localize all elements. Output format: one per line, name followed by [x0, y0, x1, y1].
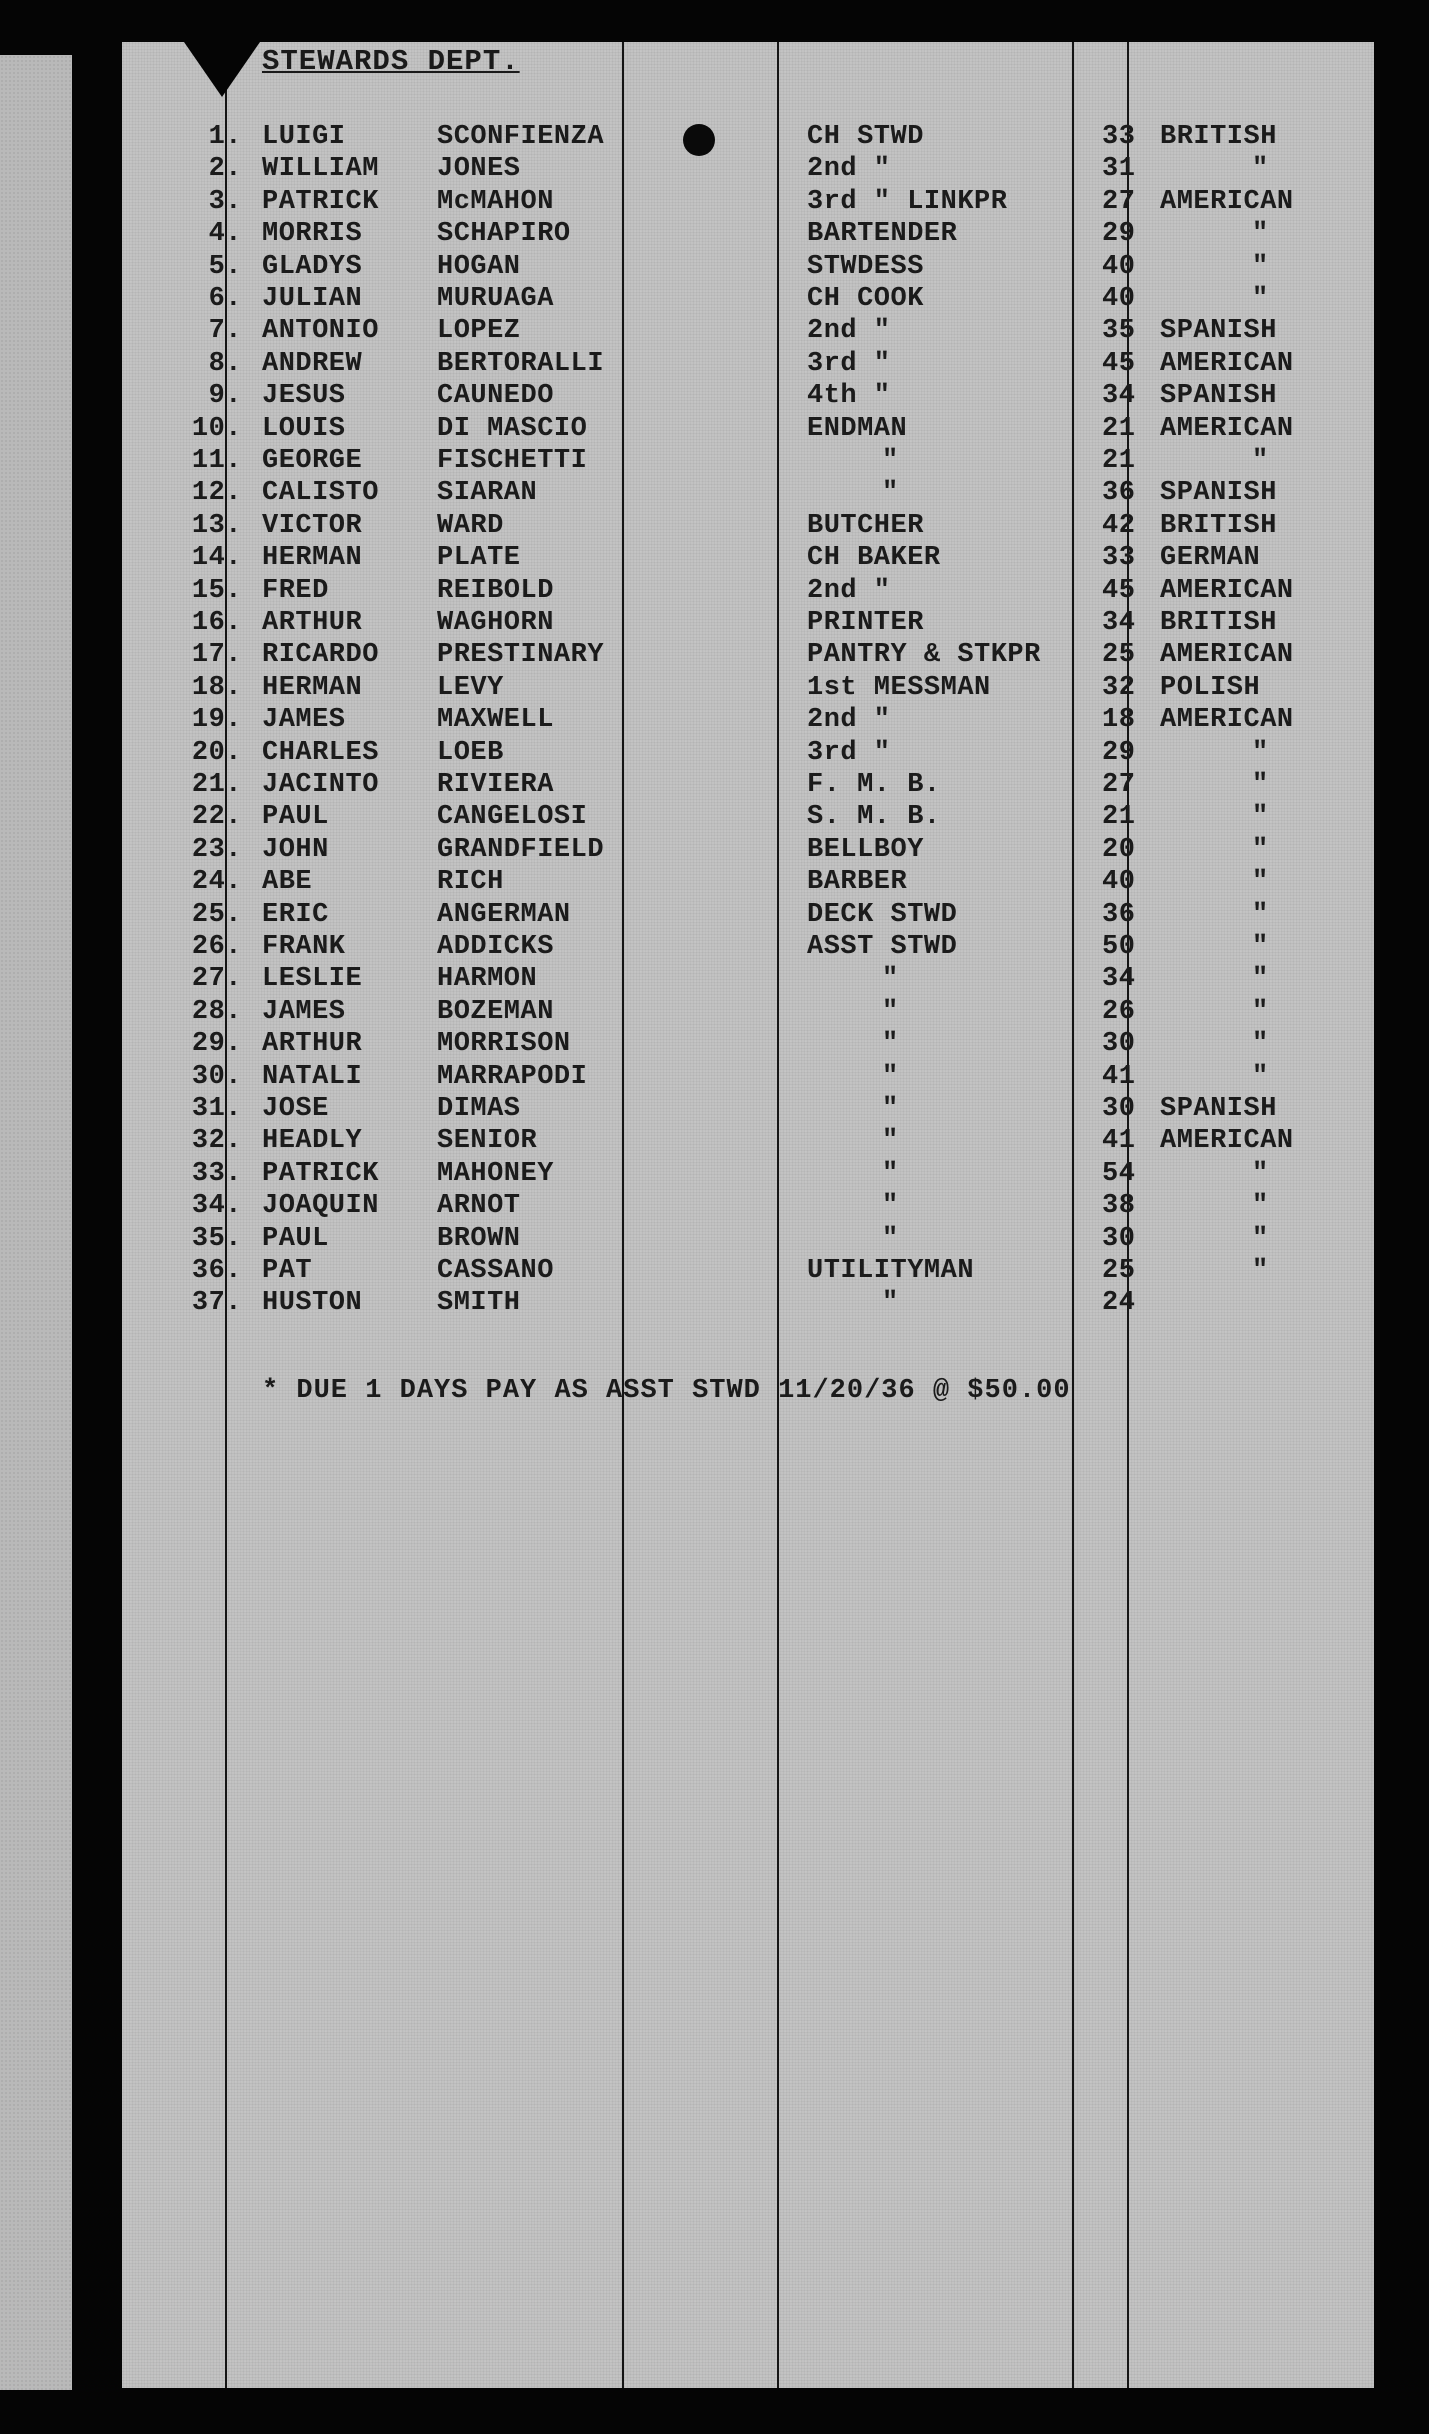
age: 42 [1102, 510, 1136, 541]
first-name: ANDREW [262, 348, 363, 379]
crew-row [122, 414, 1362, 446]
last-name: HOGAN [437, 251, 521, 282]
crew-number: 21. [191, 770, 242, 800]
crew-row [122, 1029, 1362, 1061]
crew-number: 29. [191, 1029, 242, 1060]
crew-number: 2. [208, 154, 242, 185]
last-name: WARD [437, 510, 504, 541]
nationality: AMERICAN [1160, 348, 1294, 379]
first-name: HEADLY [262, 1126, 363, 1157]
rating: " [882, 478, 899, 509]
crew-number: 33. [191, 1158, 242, 1189]
crew-row [122, 900, 1362, 932]
age: 21 [1102, 413, 1136, 444]
nationality: BRITISH [1160, 608, 1277, 638]
crew-row [122, 673, 1362, 705]
nationality: BRITISH [1160, 122, 1277, 152]
crew-number: 16. [191, 608, 242, 638]
rating: 2nd " [807, 154, 891, 185]
rating: 2nd " [807, 705, 891, 736]
last-name: CASSANO [437, 1256, 554, 1286]
last-name: ARNOT [437, 1191, 521, 1222]
rating: " [882, 964, 899, 995]
last-name: SMITH [437, 1288, 521, 1319]
first-name: JOAQUIN [262, 1191, 379, 1222]
rating: " [882, 1158, 899, 1189]
first-name: FRED [262, 575, 329, 606]
age: 27 [1102, 186, 1136, 217]
crew-row [122, 640, 1362, 672]
last-name: RICH [437, 867, 504, 898]
crew-number: 32. [191, 1126, 242, 1157]
crew-row [122, 1159, 1362, 1191]
nationality: AMERICAN [1160, 413, 1294, 444]
crew-row [122, 154, 1362, 186]
crew-row [122, 997, 1362, 1029]
nationality: AMERICAN [1160, 705, 1294, 736]
nationality: " [1252, 737, 1269, 768]
crew-number: 4. [208, 219, 242, 250]
age: 32 [1102, 672, 1136, 703]
first-name: NATALI [262, 1061, 363, 1092]
crew-number: 24. [191, 867, 242, 898]
nationality: AMERICAN [1160, 640, 1294, 671]
age: 20 [1102, 834, 1136, 865]
first-name: FRANK [262, 932, 346, 962]
age: 36 [1102, 899, 1136, 930]
first-name: LOUIS [262, 413, 346, 444]
crew-number: 18. [191, 672, 242, 703]
last-name: CAUNEDO [437, 381, 554, 412]
nationality: " [1252, 284, 1269, 314]
crew-number: 14. [191, 543, 242, 574]
first-name: MORRIS [262, 219, 363, 250]
last-name: RIVIERA [437, 770, 554, 800]
age: 30 [1102, 1223, 1136, 1254]
rating: " [882, 1094, 899, 1124]
nationality: " [1252, 219, 1269, 250]
age: 31 [1102, 154, 1136, 185]
crew-row [122, 543, 1362, 575]
last-name: SCONFIENZA [437, 122, 605, 152]
nationality: " [1252, 834, 1269, 865]
crew-number: 15. [191, 575, 242, 606]
crew-row [122, 932, 1362, 964]
nationality: AMERICAN [1160, 575, 1294, 606]
rating: " [882, 996, 899, 1027]
first-name: JACINTO [262, 770, 379, 800]
last-name: LOPEZ [437, 316, 521, 347]
rating: CH BAKER [807, 543, 941, 574]
age: 50 [1102, 932, 1136, 962]
age: 34 [1102, 964, 1136, 995]
crew-row [122, 608, 1362, 640]
rating: " [882, 1288, 899, 1319]
nationality: " [1252, 899, 1269, 930]
first-name: CHARLES [262, 737, 379, 768]
rating: CH STWD [807, 122, 924, 152]
age: 34 [1102, 608, 1136, 638]
rating: CH COOK [807, 284, 924, 314]
first-name: JOHN [262, 834, 329, 865]
first-name: JAMES [262, 996, 346, 1027]
first-name: LESLIE [262, 964, 363, 995]
age: 29 [1102, 737, 1136, 768]
crew-number: 9. [208, 381, 242, 412]
nationality: " [1252, 932, 1269, 962]
crew-row [122, 964, 1362, 996]
crew-number: 34. [191, 1191, 242, 1222]
nationality: " [1252, 867, 1269, 898]
crew-number: 3. [208, 186, 242, 217]
age: 45 [1102, 348, 1136, 379]
last-name: HARMON [437, 964, 538, 995]
nationality: " [1252, 154, 1269, 185]
nationality: POLISH [1160, 672, 1261, 703]
first-name: LUIGI [262, 122, 346, 152]
crew-list-sheet [122, 42, 1374, 2388]
adjacent-page-edge [0, 55, 72, 2390]
age: 18 [1102, 705, 1136, 736]
crew-row [122, 122, 1362, 154]
crew-row [122, 511, 1362, 543]
crew-row [122, 284, 1362, 316]
age: 24 [1102, 1288, 1136, 1319]
age: 25 [1102, 1256, 1136, 1286]
crew-number: 31. [191, 1094, 242, 1124]
age: 26 [1102, 996, 1136, 1027]
nationality: " [1252, 1061, 1269, 1092]
first-name: JULIAN [262, 284, 363, 314]
first-name: HUSTON [262, 1288, 363, 1319]
department-header: STEWARDS DEPT. [262, 45, 520, 78]
rating: 3rd " [807, 348, 891, 379]
rating: PANTRY & STKPR [807, 640, 1041, 671]
age: 25 [1102, 640, 1136, 671]
crew-number: 10. [191, 413, 242, 444]
crew-number: 5. [208, 251, 242, 282]
crew-row [122, 1256, 1362, 1288]
last-name: ADDICKS [437, 932, 554, 962]
rating: S. M. B. [807, 802, 941, 833]
rating: 1st MESSMAN [807, 672, 991, 703]
age: 33 [1102, 122, 1136, 152]
rating: ENDMAN [807, 413, 908, 444]
crew-number: 37. [191, 1288, 242, 1319]
nationality: " [1252, 1256, 1269, 1286]
nationality: AMERICAN [1160, 1126, 1294, 1157]
age: 41 [1102, 1061, 1136, 1092]
last-name: JONES [437, 154, 521, 185]
crew-row [122, 867, 1362, 899]
rating: BUTCHER [807, 510, 924, 541]
crew-number: 26. [191, 932, 242, 962]
crew-row [122, 219, 1362, 251]
crew-number: 25. [191, 899, 242, 930]
last-name: FISCHETTI [437, 446, 588, 476]
first-name: JAMES [262, 705, 346, 736]
last-name: BROWN [437, 1223, 521, 1254]
last-name: MAXWELL [437, 705, 554, 736]
first-name: JESUS [262, 381, 346, 412]
last-name: MORRISON [437, 1029, 571, 1060]
age: 29 [1102, 219, 1136, 250]
crew-row [122, 1062, 1362, 1094]
last-name: BERTORALLI [437, 348, 605, 379]
last-name: LEVY [437, 672, 504, 703]
crew-number: 17. [191, 640, 242, 671]
crew-row [122, 187, 1362, 219]
rating: BARTENDER [807, 219, 958, 250]
nationality: BRITISH [1160, 510, 1277, 541]
rating: 2nd " [807, 316, 891, 347]
nationality: AMERICAN [1160, 186, 1294, 217]
last-name: SENIOR [437, 1126, 538, 1157]
rating: STWDESS [807, 251, 924, 282]
last-name: MAHONEY [437, 1158, 554, 1189]
crew-number: 6. [208, 284, 242, 314]
crew-row [122, 705, 1362, 737]
crew-number: 13. [191, 510, 242, 541]
rating: UTILITYMAN [807, 1256, 975, 1286]
nationality: " [1252, 1029, 1269, 1060]
first-name: HERMAN [262, 543, 363, 574]
nationality: GERMAN [1160, 543, 1261, 574]
first-name: ANTONIO [262, 316, 379, 347]
rating: 2nd " [807, 575, 891, 606]
rating: " [882, 1191, 899, 1222]
rating: " [882, 1061, 899, 1092]
crew-row [122, 252, 1362, 284]
crew-number: 36. [191, 1256, 242, 1286]
nationality: " [1252, 802, 1269, 833]
nationality: " [1252, 1158, 1269, 1189]
first-name: GEORGE [262, 446, 363, 476]
last-name: WAGHORN [437, 608, 554, 638]
age: 21 [1102, 802, 1136, 833]
crew-row [122, 478, 1362, 510]
age: 36 [1102, 478, 1136, 509]
last-name: SIARAN [437, 478, 538, 509]
rating: ASST STWD [807, 932, 958, 962]
crew-row [122, 1224, 1362, 1256]
first-name: ARTHUR [262, 1029, 363, 1060]
age: 30 [1102, 1094, 1136, 1124]
nationality: SPANISH [1160, 381, 1277, 412]
first-name: HERMAN [262, 672, 363, 703]
crew-number: 11. [191, 446, 242, 476]
crew-row [122, 349, 1362, 381]
last-name: McMAHON [437, 186, 554, 217]
crew-row [122, 835, 1362, 867]
last-name: LOEB [437, 737, 504, 768]
nationality: " [1252, 1223, 1269, 1254]
last-name: MARRAPODI [437, 1061, 588, 1092]
torn-corner [184, 42, 260, 97]
age: 34 [1102, 381, 1136, 412]
age: 38 [1102, 1191, 1136, 1222]
crew-number: 1. [208, 122, 242, 152]
last-name: PLATE [437, 543, 521, 574]
age: 40 [1102, 867, 1136, 898]
crew-number: 28. [191, 996, 242, 1027]
rating: " [882, 1029, 899, 1060]
age: 21 [1102, 446, 1136, 476]
rating: BARBER [807, 867, 908, 898]
first-name: RICARDO [262, 640, 379, 671]
last-name: BOZEMAN [437, 996, 554, 1027]
rating: PRINTER [807, 608, 924, 638]
age: 33 [1102, 543, 1136, 574]
crew-number: 7. [208, 316, 242, 347]
age: 54 [1102, 1158, 1136, 1189]
age: 27 [1102, 770, 1136, 800]
last-name: SCHAPIRO [437, 219, 571, 250]
age: 35 [1102, 316, 1136, 347]
first-name: PAT [262, 1256, 313, 1286]
crew-row [122, 576, 1362, 608]
rating: 4th " [807, 381, 891, 412]
rating: DECK STWD [807, 899, 958, 930]
first-name: CALISTO [262, 478, 379, 509]
nationality: " [1252, 964, 1269, 995]
crew-number: 20. [191, 737, 242, 768]
nationality: " [1252, 251, 1269, 282]
first-name: ABE [262, 867, 313, 898]
crew-row [122, 1288, 1362, 1320]
first-name: PATRICK [262, 186, 379, 217]
age: 40 [1102, 284, 1136, 314]
crew-row [122, 738, 1362, 770]
pay-footnote: * DUE 1 DAYS PAY AS ASST STWD 11/20/36 @ $50.00 [262, 1376, 1071, 1406]
crew-number: 12. [191, 478, 242, 509]
first-name: PATRICK [262, 1158, 379, 1189]
crew-number: 23. [191, 834, 242, 865]
rating: F. M. B. [807, 770, 941, 800]
last-name: REIBOLD [437, 575, 554, 606]
rating: 3rd " [807, 737, 891, 768]
last-name: DI MASCIO [437, 413, 588, 444]
crew-number: 22. [191, 802, 242, 833]
age: 40 [1102, 251, 1136, 282]
rating: " [882, 1126, 899, 1157]
age: 30 [1102, 1029, 1136, 1060]
nationality: " [1252, 1191, 1269, 1222]
age: 45 [1102, 575, 1136, 606]
rating: " [882, 1223, 899, 1254]
first-name: ARTHUR [262, 608, 363, 638]
nationality: " [1252, 446, 1269, 476]
crew-row [122, 1191, 1362, 1223]
nationality: " [1252, 996, 1269, 1027]
crew-row [122, 1126, 1362, 1158]
last-name: GRANDFIELD [437, 834, 605, 865]
nationality: " [1252, 770, 1269, 800]
first-name: GLADYS [262, 251, 363, 282]
nationality: SPANISH [1160, 1094, 1277, 1124]
first-name: VICTOR [262, 510, 363, 541]
crew-number: 8. [208, 348, 242, 379]
first-name: PAUL [262, 802, 329, 833]
last-name: PRESTINARY [437, 640, 605, 671]
crew-row [122, 770, 1362, 802]
rating: 3rd " LINKPR [807, 186, 1008, 217]
last-name: DIMAS [437, 1094, 521, 1124]
crew-number: 30. [191, 1061, 242, 1092]
rating: " [882, 446, 899, 476]
first-name: JOSE [262, 1094, 329, 1124]
last-name: CANGELOSI [437, 802, 588, 833]
nationality: SPANISH [1160, 316, 1277, 347]
crew-row [122, 316, 1362, 348]
crew-row [122, 381, 1362, 413]
rating: BELLBOY [807, 834, 924, 865]
first-name: WILLIAM [262, 154, 379, 185]
last-name: MURUAGA [437, 284, 554, 314]
age: 41 [1102, 1126, 1136, 1157]
last-name: ANGERMAN [437, 899, 571, 930]
crew-row [122, 1094, 1362, 1126]
first-name: PAUL [262, 1223, 329, 1254]
crew-row [122, 802, 1362, 834]
crew-number: 27. [191, 964, 242, 995]
first-name: ERIC [262, 899, 329, 930]
crew-row [122, 446, 1362, 478]
crew-number: 35. [191, 1223, 242, 1254]
crew-number: 19. [191, 705, 242, 736]
nationality: SPANISH [1160, 478, 1277, 509]
